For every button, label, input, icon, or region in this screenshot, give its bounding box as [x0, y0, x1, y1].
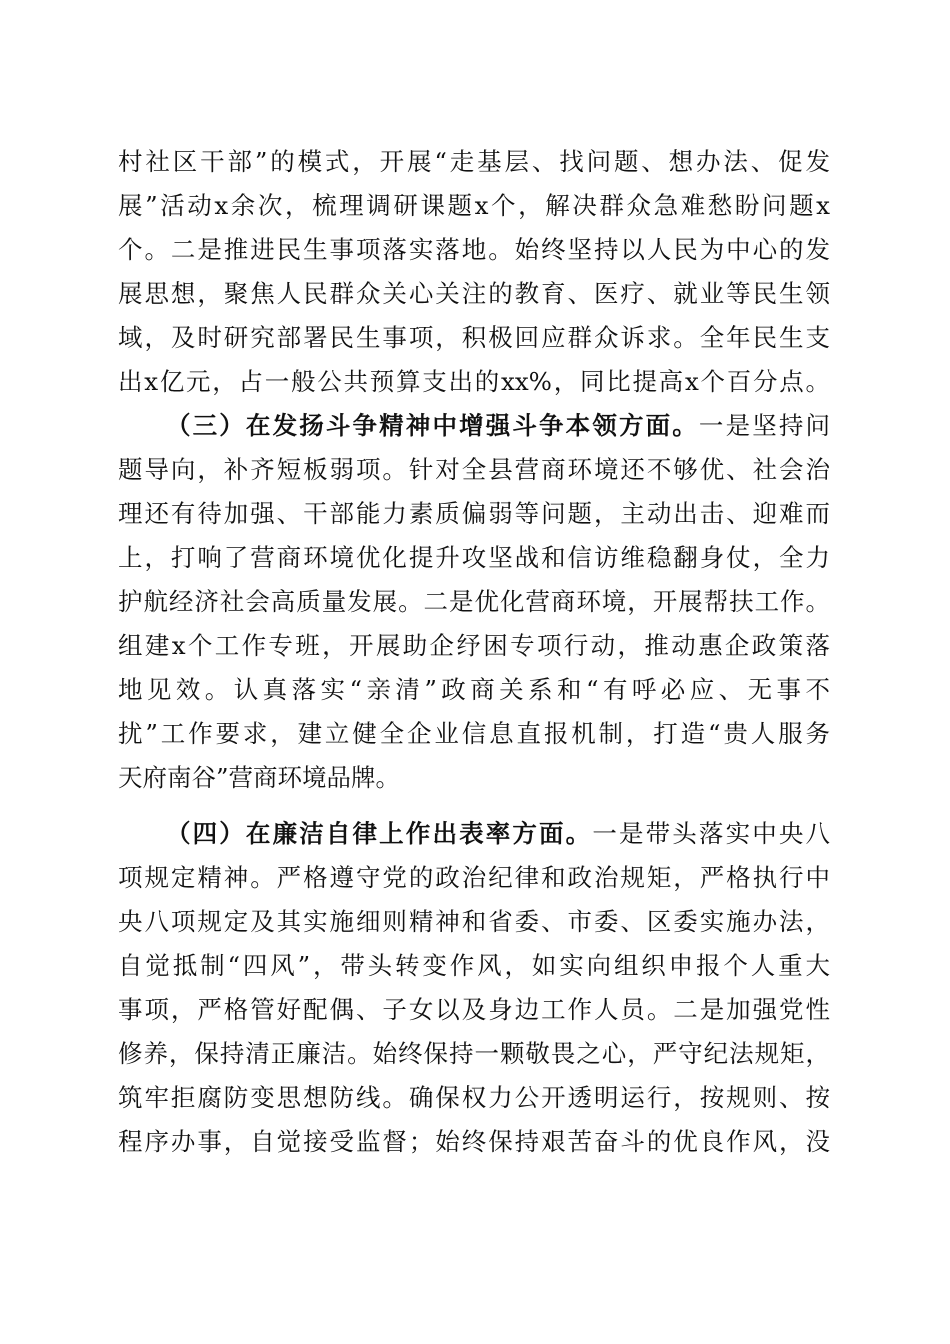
- text-line: 地见效。认真落实“亲清”政商关系和“有呼必应、无事不: [118, 675, 830, 704]
- text-line: 天府南谷”营商环境品牌。: [118, 763, 401, 792]
- section-heading: （三）在发扬斗争精神中增强斗争本领方面。: [166, 411, 699, 440]
- text-line: 修养，保持清正廉洁。始终保持一颗敬畏之心，严守纪法规矩，: [118, 1039, 830, 1068]
- text-line: 组建x个工作专班，开展助企纾困专项行动，推动惠企政策落: [118, 631, 830, 660]
- text-line: 事项，严格管好配偶、子女以及身边工作人员。二是加强党性: [118, 995, 830, 1024]
- text-line: 理还有待加强、干部能力素质偏弱等问题，主动出击、迎难而: [118, 499, 830, 528]
- text-line: 扰”工作要求，建立健全企业信息直报机制，打造“贵人服务: [118, 719, 830, 748]
- paragraph-first-line: [166, 812, 830, 856]
- section-heading: （四）在廉洁自律上作出表率方面。: [166, 819, 593, 848]
- text-line: 自觉抵制“四风”，带头转变作风，如实向组织申报个人重大: [118, 951, 830, 980]
- text-line: 题导向，补齐短板弱项。针对全县营商环境还不够优、社会治: [118, 455, 830, 484]
- text-line: 护航经济社会高质量发展。二是优化营商环境，开展帮扶工作。: [118, 587, 830, 616]
- text-line: 筑牢拒腐防变思想防线。确保权力公开透明运行，按规则、按: [118, 1083, 830, 1112]
- text-line: 域，及时研究部署民生事项，积极回应群众诉求。全年民生支: [118, 323, 830, 352]
- text-line: 个。二是推进民生事项落实落地。始终坚持以人民为中心的发: [118, 235, 830, 264]
- paragraph-first-line: [166, 404, 830, 448]
- text-line: 展思想，聚焦人民群众关心关注的教育、医疗、就业等民生领: [118, 279, 830, 308]
- text-line: 央八项规定及其实施细则精神和省委、市委、区委实施办法，: [118, 907, 830, 936]
- text-line: 村社区干部”的模式，开展“走基层、找问题、想办法、促发: [118, 147, 830, 176]
- text-line: 展”活动x余次，梳理调研课题x个，解决群众急难愁盼问题x: [118, 191, 830, 220]
- text-line: 上，打响了营商环境优化提升攻坚战和信访维稳翻身仗，全力: [118, 543, 830, 572]
- text-line: 程序办事，自觉接受监督；始终保持艰苦奋斗的优良作风，没: [118, 1127, 830, 1156]
- text-run: 一是带头落实中央八: [592, 819, 831, 848]
- text-run: 一是坚持问: [698, 411, 831, 440]
- text-line: 项规定精神。严格遵守党的政治纪律和政治规矩，严格执行中: [118, 863, 830, 892]
- text-line: 出x亿元，占一般公共预算支出的xx%，同比提高x个百分点。: [118, 367, 830, 396]
